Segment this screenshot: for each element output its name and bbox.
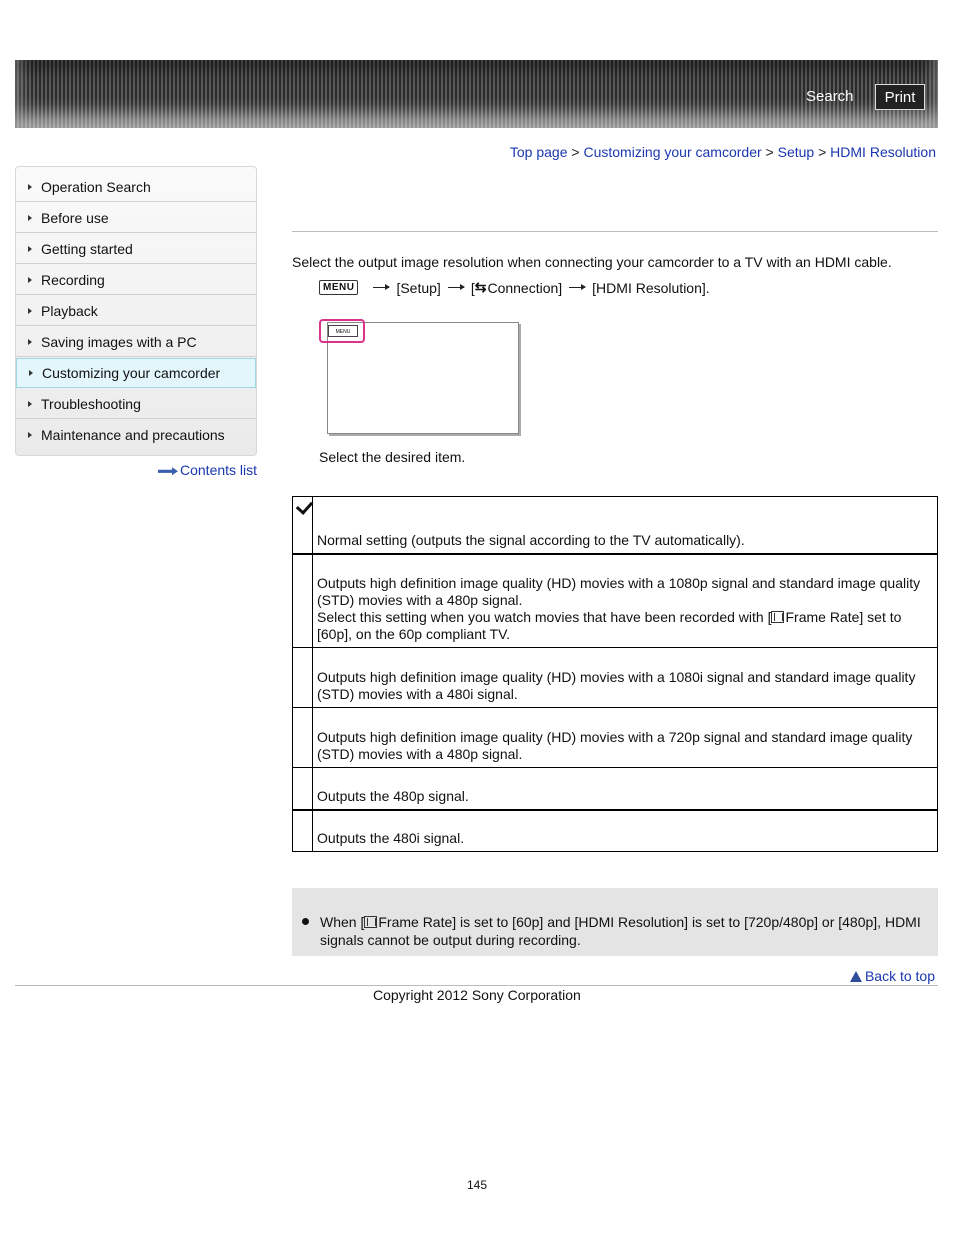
option-text: Frame Rate] set to [60p], on the 60p compliant TV. — [317, 609, 902, 642]
sidebar-item-recording[interactable] — [16, 265, 256, 295]
sidebar-item-before-use[interactable] — [16, 203, 256, 233]
option-text: Outputs the 480i signal. — [317, 830, 465, 846]
menu-button-icon: MENU — [319, 280, 358, 295]
default-mark-cell — [293, 810, 313, 852]
sidebar-item-getting-started[interactable] — [16, 234, 256, 264]
footer-divider — [15, 985, 938, 986]
option-description — [313, 810, 938, 852]
sidebar-item-label: Getting started — [41, 240, 133, 257]
sidebar-item-label: Customizing your camcorder — [42, 365, 221, 381]
caret-right-icon — [28, 215, 32, 221]
sidebar-item-saving-images[interactable] — [16, 327, 256, 357]
breadcrumb-separator: > — [765, 144, 774, 160]
step-connection: Connection] — [487, 279, 563, 296]
sidebar-item-label: Recording — [41, 271, 105, 288]
table-row — [293, 768, 938, 810]
step-connection-open: [ — [470, 279, 475, 296]
caret-right-icon — [28, 246, 32, 252]
default-mark-cell — [293, 554, 313, 648]
option-description — [313, 497, 938, 554]
table-row — [293, 554, 938, 648]
select-item-text: Select the desired item. — [319, 449, 466, 465]
default-mark-cell — [293, 708, 313, 768]
table-row — [293, 810, 938, 852]
caret-right-icon — [28, 308, 32, 314]
sidebar-item-playback[interactable] — [16, 296, 256, 326]
connection-icon: ⇆ — [474, 279, 487, 295]
menu-highlight-frame — [319, 319, 365, 343]
option-text: Outputs high definition image quality (HD) movies with a 1080p signal and standard image quality (STD) movies with a 480p signal. — [317, 575, 921, 608]
arrow-right-icon — [373, 287, 389, 288]
page-number: 145 — [466, 1178, 488, 1192]
print-button[interactable]: Print — [875, 84, 925, 110]
option-description — [313, 554, 938, 648]
default-mark-cell — [293, 768, 313, 810]
film-frame-rate-icon — [364, 916, 377, 928]
sidebar-item-label: Operation Search — [41, 178, 151, 195]
intro-text: Select the output image resolution when connecting your camcorder to a TV with an HDMI cable. — [292, 254, 892, 270]
default-mark-cell — [293, 648, 313, 708]
caret-right-icon — [28, 184, 32, 190]
checkmark-icon — [296, 497, 313, 515]
sidebar-item-label: Troubleshooting — [41, 395, 141, 412]
sidebar-item-label: Saving images with a PC — [41, 333, 197, 350]
option-text: Outputs high definition image quality (HD) movies with a 720p signal and standard image quality (STD) movies with a 480p signal. — [317, 729, 913, 762]
sidebar-item-label: Playback — [41, 302, 98, 319]
sidebar-item-customizing[interactable] — [16, 358, 256, 388]
default-mark-cell — [293, 497, 313, 554]
arrow-right-icon — [448, 287, 464, 288]
contents-list-link[interactable] — [158, 462, 257, 478]
option-text: Outputs the 480p signal. — [317, 787, 469, 804]
bullet-icon — [302, 918, 309, 925]
option-description — [313, 648, 938, 708]
note-text — [320, 913, 930, 949]
note-text-part: Frame Rate] is set to [60p] and [HDMI Resolution] is set to [720p/480p] or [480p], HDMI signals cannot be output during recording. — [320, 914, 921, 948]
step-setup: [Setup] — [396, 279, 441, 296]
copyright-text: Copyright 2012 Sony Corporation — [373, 987, 581, 1003]
step-hdmi-resolution: [HDMI Resolution]. — [592, 279, 710, 296]
options-table — [292, 496, 938, 852]
sidebar-item-label: Before use — [41, 209, 109, 226]
caret-right-icon — [28, 339, 32, 345]
film-frame-rate-icon — [771, 611, 784, 623]
back-to-top-link[interactable] — [850, 968, 935, 984]
arrow-right-icon — [569, 287, 585, 288]
caret-right-icon — [28, 277, 32, 283]
arrow-right-icon — [158, 467, 178, 475]
option-text: Normal setting (outputs the signal according to the TV automatically). — [317, 531, 745, 548]
breadcrumb-current[interactable]: HDMI Resolution — [830, 144, 936, 160]
breadcrumb-separator: > — [571, 144, 580, 160]
option-text: Outputs high definition image quality (HD) movies with a 1080i signal and standard image quality (STD) movies with a 480i signal. — [317, 669, 916, 702]
breadcrumb-customizing[interactable]: Customizing your camcorder — [583, 144, 762, 160]
title-divider — [292, 231, 938, 232]
caret-right-icon — [28, 401, 32, 407]
header-banner — [15, 60, 938, 128]
option-description — [313, 768, 938, 810]
breadcrumb-separator: > — [818, 144, 827, 160]
caret-right-icon — [29, 370, 33, 376]
notes-box — [292, 888, 938, 956]
search-link[interactable]: Search — [806, 88, 854, 105]
sidebar-item-label: Maintenance and precautions — [41, 427, 225, 443]
sidebar-item-troubleshooting[interactable] — [16, 389, 256, 419]
note-text-part: When [ — [320, 914, 365, 930]
table-row — [293, 708, 938, 768]
option-description — [313, 708, 938, 768]
table-row — [293, 497, 938, 554]
breadcrumb — [510, 144, 936, 160]
back-to-top-label: Back to top — [864, 968, 935, 984]
option-text: Select this setting when you watch movies that have been recorded with [ — [317, 609, 772, 625]
sidebar-item-operation-search[interactable] — [16, 172, 256, 202]
table-row — [293, 648, 938, 708]
sidebar-nav — [15, 166, 257, 456]
arrow-up-icon — [850, 971, 862, 982]
screen-menu-button-icon: MENU — [328, 325, 358, 337]
sidebar-item-maintenance[interactable] — [16, 420, 256, 450]
menu-steps — [319, 279, 710, 296]
contents-list-label: Contents list — [180, 462, 258, 478]
breadcrumb-top-page[interactable]: Top page — [509, 144, 568, 160]
caret-right-icon — [28, 432, 32, 438]
breadcrumb-setup[interactable]: Setup — [777, 144, 815, 160]
